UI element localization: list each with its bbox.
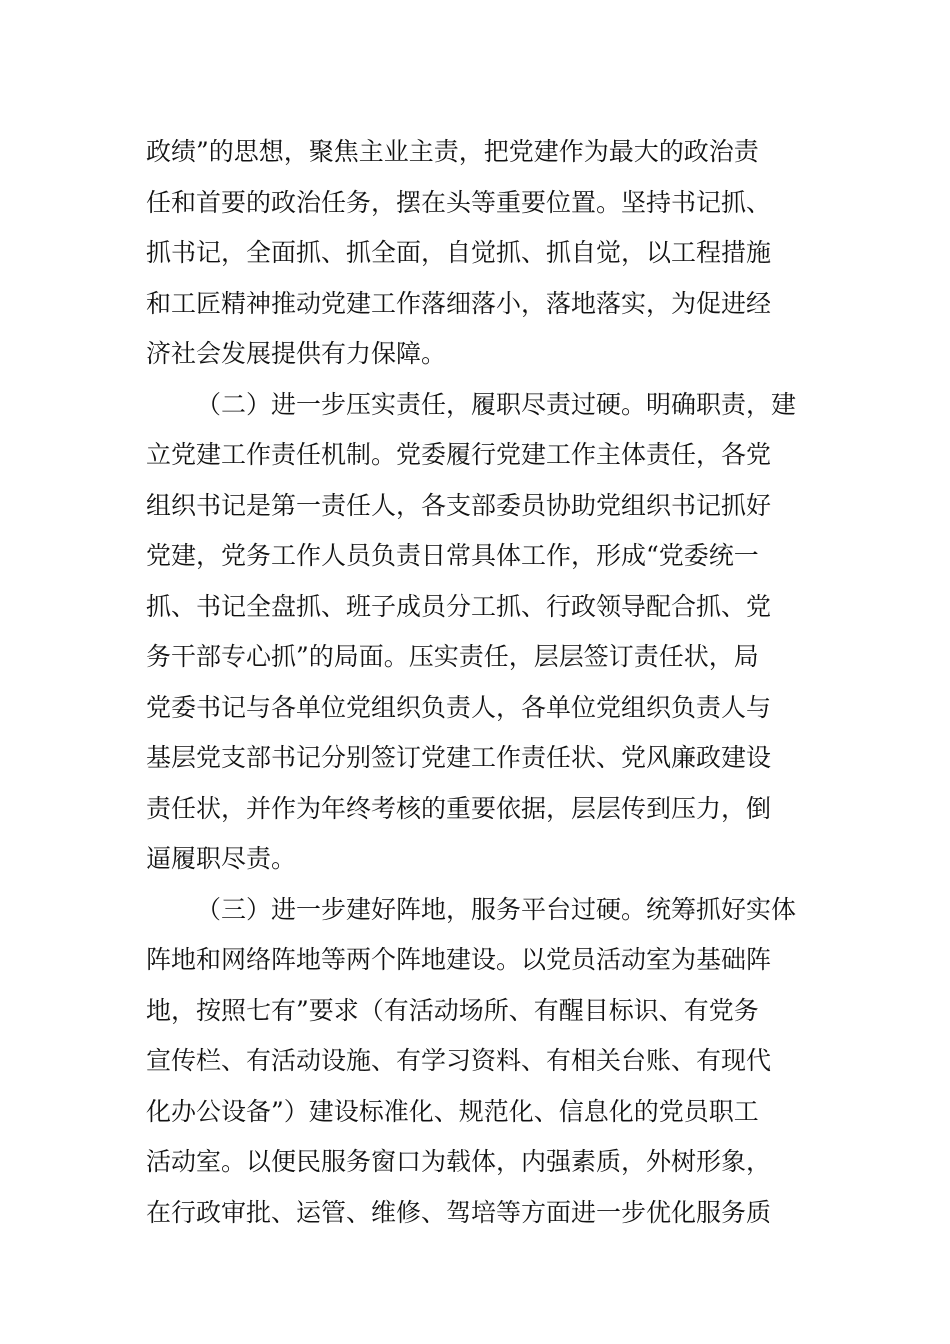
text-line: 化办公设备”）建设标准化、规范化、信息化的党员职工: [146, 1096, 759, 1126]
text-line: 和工匠精神推动党建工作落细落小，落地落实，为促进经: [146, 288, 772, 318]
text-line: 责任状，并作为年终考核的重要依据，层层传到压力，倒: [146, 793, 772, 823]
text-line: 抓书记，全面抓、抓全面，自觉抓、抓自觉，以工程措施: [146, 238, 772, 267]
text-line: 务干部专心抓”的局面。压实责任，层层签订责任状，局: [146, 642, 759, 671]
text-line: 阵地和网络阵地等两个阵地建设。以党员活动室为基础阵: [146, 945, 772, 974]
document-body: [146, 127, 806, 1238]
text-line: 政绩”的思想，聚焦主业主责，把党建作为最大的政治责: [146, 137, 759, 166]
text-line: 宣传栏、有活动设施、有学习资料、有相关台账、有现代: [146, 1046, 772, 1075]
text-line: 抓、书记全盘抓、班子成员分工抓、行政领导配合抓、党: [146, 591, 772, 621]
text-line: 立党建工作责任机制。党委履行党建工作主体责任，各党: [146, 440, 772, 469]
text-line: 任和首要的政治任务，摆在头等重要位置。坚持书记抓、: [146, 187, 772, 217]
text-line: 地，按照七有”要求（有活动场所、有醒目标识、有党务: [146, 995, 759, 1025]
section-heading-line: （三）进一步建好阵地，服务平台过硬。统筹抓好实体: [196, 894, 797, 924]
section-heading-line: （二）进一步压实责任，履职尽责过硬。明确职责，建: [196, 389, 797, 419]
text-line: 党建，党务工作人员负责日常具体工作，形成“党委统一: [146, 541, 759, 570]
text-line: 组织书记是第一责任人，各支部委员协助党组织书记抓好: [146, 490, 772, 520]
text-line: 逼履职尽责。: [146, 844, 297, 873]
text-line: 党委书记与各单位党组织负责人，各单位党组织负责人与: [146, 692, 772, 722]
text-line: 活动室。以便民服务窗口为载体，内强素质，外树形象，: [146, 1147, 772, 1176]
text-line: 在行政审批、运管、维修、驾培等方面进一步优化服务质: [146, 1197, 772, 1227]
text-line: 基层党支部书记分别签订党建工作责任状、党风廉政建设: [146, 743, 772, 772]
text-line: 济社会发展提供有力保障。: [146, 339, 447, 368]
